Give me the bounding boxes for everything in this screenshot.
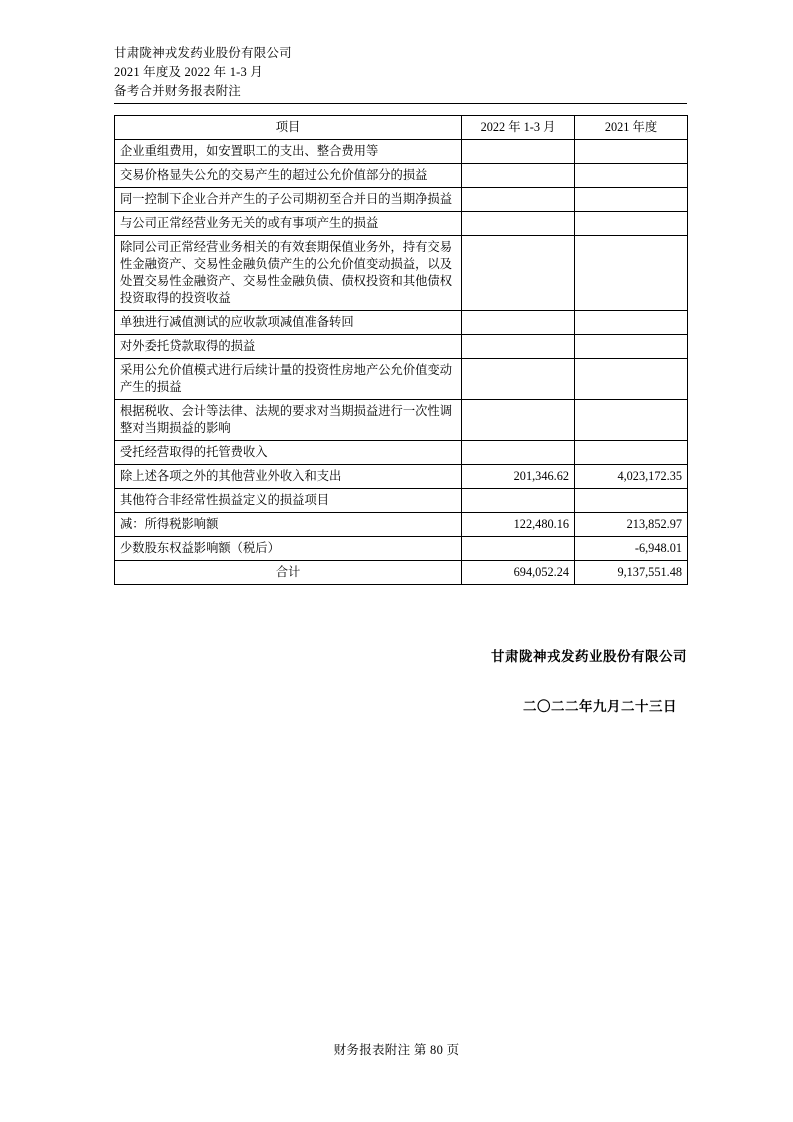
table-row bbox=[115, 513, 688, 537]
table-row-total bbox=[115, 561, 688, 585]
row-value-2021 bbox=[575, 236, 688, 311]
table-row bbox=[115, 311, 688, 335]
row-value-q1-2022 bbox=[462, 335, 575, 359]
row-value-2021 bbox=[575, 400, 688, 441]
row-value-2021 bbox=[575, 441, 688, 465]
table-row bbox=[115, 537, 688, 561]
row-value-2021 bbox=[575, 140, 688, 164]
table-row bbox=[115, 140, 688, 164]
row-value-q1-2022 bbox=[462, 311, 575, 335]
signature-company: 甘肃陇神戎发药业股份有限公司 bbox=[491, 649, 687, 664]
row-value-2021 bbox=[575, 359, 688, 400]
row-item-label: 采用公允价值模式进行后续计量的投资性房地产公允价值变动产生的损益 bbox=[115, 359, 462, 400]
row-value-q1-2022 bbox=[462, 164, 575, 188]
page-footer: 财务报表附注 第 80 页 bbox=[333, 1043, 460, 1057]
header-divider bbox=[114, 103, 687, 104]
table-row bbox=[115, 359, 688, 400]
table-row bbox=[115, 441, 688, 465]
header-period: 2021 年度及 2022 年 1-3 月 bbox=[114, 65, 263, 79]
row-item-label: 少数股东权益影响额（税后） bbox=[115, 537, 462, 561]
column-header-item: 项目 bbox=[115, 116, 462, 140]
row-value-q1-2022 bbox=[462, 359, 575, 400]
row-value-2021: 9,137,551.48 bbox=[575, 561, 688, 585]
row-value-2021 bbox=[575, 489, 688, 513]
header-company-name: 甘肃陇神戎发药业股份有限公司 bbox=[114, 46, 292, 60]
page-content bbox=[114, 44, 687, 585]
signature-date: 二〇二二年九月二十三日 bbox=[523, 699, 677, 714]
row-item-label: 减：所得税影响额 bbox=[115, 513, 462, 537]
row-value-2021 bbox=[575, 311, 688, 335]
row-item-label: 除同公司正常经营业务相关的有效套期保值业务外，持有交易性金融资产、交易性金融负债产生的公允价值变动损益，以及处置交易性金融资产、交易性金融负债、债权投资和其他债权投资取得的投资收益 bbox=[115, 236, 462, 311]
row-value-q1-2022 bbox=[462, 140, 575, 164]
row-value-2021 bbox=[575, 335, 688, 359]
row-value-q1-2022: 122,480.16 bbox=[462, 513, 575, 537]
table-row bbox=[115, 164, 688, 188]
row-item-label: 根据税收、会计等法律、法规的要求对当期损益进行一次性调整对当期损益的影响 bbox=[115, 400, 462, 441]
row-value-2021: 213,852.97 bbox=[575, 513, 688, 537]
row-value-q1-2022 bbox=[462, 188, 575, 212]
table-row bbox=[115, 212, 688, 236]
row-value-q1-2022 bbox=[462, 400, 575, 441]
row-value-q1-2022 bbox=[462, 441, 575, 465]
row-item-label: 与公司正常经营业务无关的或有事项产生的损益 bbox=[115, 212, 462, 236]
table-row bbox=[115, 400, 688, 441]
table-header-row bbox=[115, 116, 688, 140]
row-value-q1-2022 bbox=[462, 537, 575, 561]
row-item-label: 对外委托贷款取得的损益 bbox=[115, 335, 462, 359]
row-item-label: 除上述各项之外的其他营业外收入和支出 bbox=[115, 465, 462, 489]
header-doc-title: 备考合并财务报表附注 bbox=[114, 84, 242, 98]
row-item-label: 交易价格显失公允的交易产生的超过公允价值部分的损益 bbox=[115, 164, 462, 188]
table-row bbox=[115, 236, 688, 311]
row-item-label: 其他符合非经常性损益定义的损益项目 bbox=[115, 489, 462, 513]
row-value-q1-2022 bbox=[462, 212, 575, 236]
table-row bbox=[115, 188, 688, 212]
signature-block bbox=[114, 645, 687, 715]
row-value-q1-2022: 694,052.24 bbox=[462, 561, 575, 585]
table-row bbox=[115, 489, 688, 513]
non-recurring-items-table bbox=[114, 115, 688, 585]
row-value-2021: -6,948.01 bbox=[575, 537, 688, 561]
row-value-2021 bbox=[575, 212, 688, 236]
table-row bbox=[115, 465, 688, 489]
row-item-label: 单独进行减值测试的应收款项减值准备转回 bbox=[115, 311, 462, 335]
row-value-2021: 4,023,172.35 bbox=[575, 465, 688, 489]
row-value-q1-2022 bbox=[462, 236, 575, 311]
row-item-label: 同一控制下企业合并产生的子公司期初至合并日的当期净损益 bbox=[115, 188, 462, 212]
column-header-2021: 2021 年度 bbox=[575, 116, 688, 140]
row-item-label: 受托经营取得的托管费收入 bbox=[115, 441, 462, 465]
table-row bbox=[115, 335, 688, 359]
row-value-q1-2022: 201,346.62 bbox=[462, 465, 575, 489]
row-value-q1-2022 bbox=[462, 489, 575, 513]
row-item-label: 合计 bbox=[115, 561, 462, 585]
row-item-label: 企业重组费用，如安置职工的支出、整合费用等 bbox=[115, 140, 462, 164]
row-value-2021 bbox=[575, 164, 688, 188]
column-header-q1-2022: 2022 年 1-3 月 bbox=[462, 116, 575, 140]
row-value-2021 bbox=[575, 188, 688, 212]
